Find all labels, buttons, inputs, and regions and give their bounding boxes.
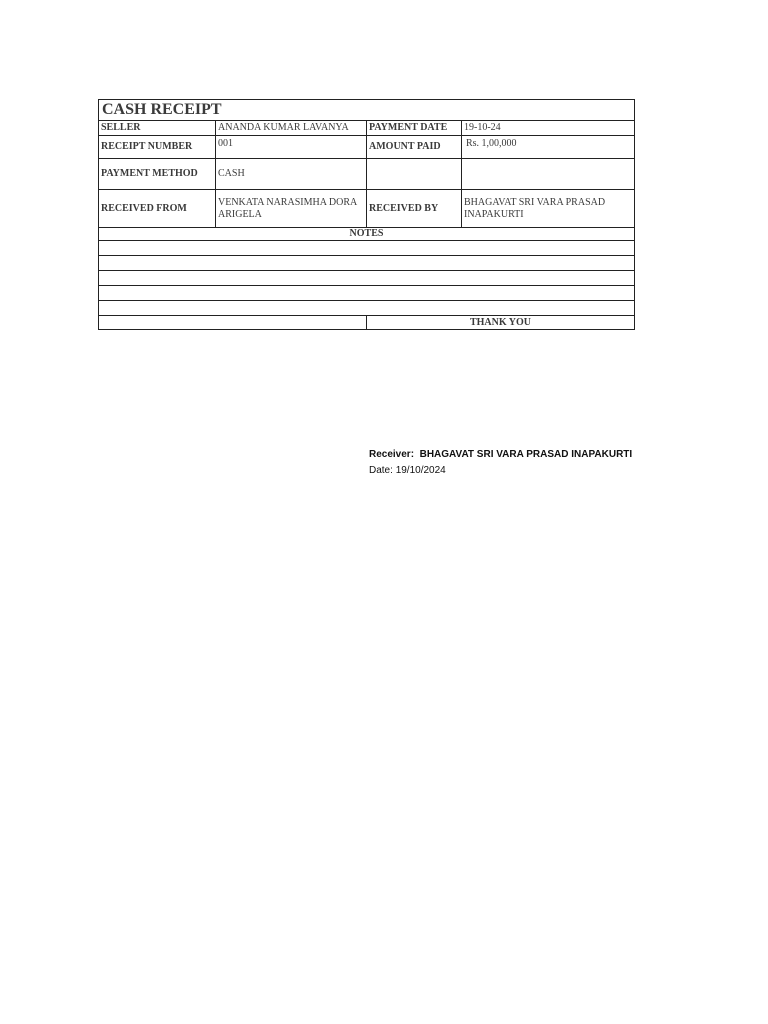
payment-method-label: PAYMENT METHOD bbox=[99, 159, 216, 190]
receiver-label: Receiver: bbox=[369, 449, 415, 460]
received-by-label: RECEIVED BY bbox=[367, 190, 462, 228]
seller-value: ANANDA KUMAR LAVANYA bbox=[216, 121, 367, 136]
notes-line bbox=[99, 241, 635, 256]
receipt-number-value: 001 bbox=[216, 136, 367, 159]
receipt-title: CASH RECEIPT bbox=[99, 100, 635, 121]
received-by-value: BHAGAVAT SRI VARA PRASAD INAPAKURTI bbox=[462, 190, 635, 228]
payment-date-label: PAYMENT DATE bbox=[367, 121, 462, 136]
received-from-value: VENKATA NARASIMHA DORA ARIGELA bbox=[216, 190, 367, 228]
notes-line bbox=[99, 256, 635, 271]
seller-label: SELLER bbox=[99, 121, 216, 136]
cash-receipt-table bbox=[98, 99, 635, 330]
date-label: Date: bbox=[369, 465, 393, 476]
payment-method-value: CASH bbox=[216, 159, 367, 190]
receipt-number-label: RECEIPT NUMBER bbox=[99, 136, 216, 159]
empty-cell bbox=[367, 159, 462, 190]
notes-header: NOTES bbox=[99, 228, 635, 241]
notes-line bbox=[99, 301, 635, 316]
receiver-name: BHAGAVAT SRI VARA PRASAD INAPAKURTI bbox=[419, 449, 633, 460]
receiver-signature-line bbox=[369, 449, 632, 460]
empty-cell bbox=[462, 159, 635, 190]
footer-empty-cell bbox=[99, 316, 367, 330]
amount-paid-label: AMOUNT PAID bbox=[367, 136, 462, 159]
date-value: 19/10/2024 bbox=[395, 465, 446, 476]
notes-line bbox=[99, 286, 635, 301]
notes-line bbox=[99, 271, 635, 286]
payment-date-value: 19-10-24 bbox=[462, 121, 635, 136]
receiver-date-line bbox=[369, 465, 446, 476]
received-from-label: RECEIVED FROM bbox=[99, 190, 216, 228]
thank-you-text: THANK YOU bbox=[367, 316, 635, 330]
amount-paid-value: Rs. 1,00,000 bbox=[462, 136, 635, 159]
